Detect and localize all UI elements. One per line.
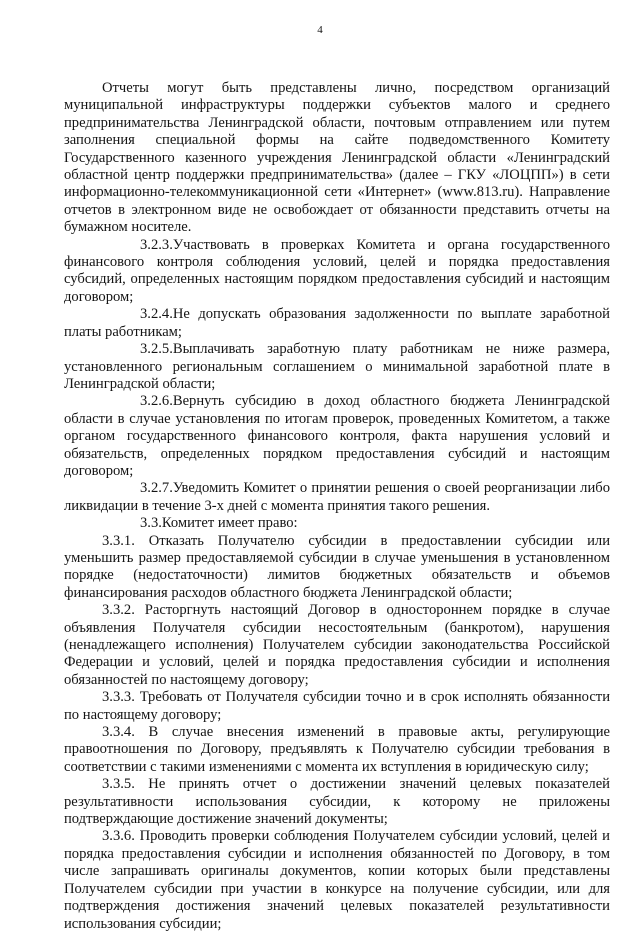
paragraph-text: Комитет имеет право: xyxy=(161,515,298,532)
paragraph-text: 3.3.5. Не принять отчет о достижении значений целевых показателей результативности использования субсидии, к которому не приложены подтверждающие достижение значений документы; xyxy=(64,776,610,828)
paragraph-3-2-6 xyxy=(64,393,610,480)
page-number: 4 xyxy=(317,24,323,36)
clause-number: 3.2.5. xyxy=(140,341,173,358)
clause-number: 3.3. xyxy=(140,515,162,532)
paragraph-3-2-7 xyxy=(64,480,610,515)
paragraph-text: Уведомить Комитет о принятии решения о своей реорганизации либо ликвидации в течение 3-х дней с момента принятия такого решения. xyxy=(64,480,610,514)
paragraph-text: Выплачивать заработную плату работникам не ниже размера, установленного региональным соглашением о минимальной заработной плате в Ленинградской области; xyxy=(64,341,610,392)
clause-number: 3.2.7. xyxy=(140,480,173,497)
paragraph-3-3 xyxy=(64,515,610,532)
paragraph-reports xyxy=(64,80,610,237)
paragraph-text: Отчеты могут быть представлены лично, посредством организаций муниципальной инфраструктуры поддержки субъектов малого и среднего предпринимательства Ленинградской области, почтовым отправлением или путем заполнения специальной формы на сайте подведомственного Комитету Государственного казенного учреждения Ленинградской области «Ленинградский областной центр поддержки предпринимательства» (далее – ГКУ «ЛОЦПП») в сети информационно-телекоммуникационной сети «Интернет» (www.813.ru). Направление отчетов в электронном виде не освобождает от обязанности представить отчеты на бумажном носителе. xyxy=(64,80,610,236)
paragraph-3-3-2 xyxy=(64,602,610,689)
clause-number: 3.2.4. xyxy=(140,306,173,323)
clause-number: 3.2.3. xyxy=(140,236,173,253)
paragraph-3-3-1 xyxy=(64,533,610,603)
clause-number: 3.2.6. xyxy=(140,393,173,410)
paragraph-3-2-3 xyxy=(64,237,610,307)
paragraph-text: 3.3.2. Расторгнуть настоящий Договор в одностороннем порядке в случае объявления Получателя субсидии несостоятельным (банкротом), нарушения (ненадлежащего исполнения) Получателем субсидии законодательства Российской Федерации и условий, целей и порядка предоставления субсидии и исполнения обязанностей по настоящему договору; xyxy=(64,602,610,688)
paragraph-3-3-5 xyxy=(64,776,610,828)
paragraph-text: Не допускать образования задолженности по выплате заработной платы работникам; xyxy=(64,306,610,340)
paragraph-3-2-5 xyxy=(64,341,610,393)
paragraph-3-3-4 xyxy=(64,724,610,776)
document-body xyxy=(64,80,610,933)
paragraph-3-2-4 xyxy=(64,306,610,341)
paragraph-text: 3.3.3. Требовать от Получателя субсидии точно и в срок исполнять обязанности по настоящему договору; xyxy=(64,689,610,723)
paragraph-text: 3.3.6. Проводить проверки соблюдения Получателем субсидии условий, целей и порядка предоставления субсидии и исполнения обязанностей по Договору, в том числе запрашивать оригиналы документов, копии которых были представлены Получателем субсидии при участии в конкурсе на получение субсидии, или для подтверждения достижения значений целевых показателей результативности использования субсидии; xyxy=(64,828,610,932)
paragraph-text: 3.3.4. В случае внесения изменений в правовые акты, регулирующие правоотношения по Договору, предъявлять к Получателю субсидии требования в соответствии с такими изменениями с момента их вступления в юридическую силу; xyxy=(64,724,610,775)
paragraph-text: Участвовать в проверках Комитета и органа государственного финансового контроля соблюдения условий, целей и порядка предоставления субсидий, определенных настоящим порядком предоставления субсидий и настоящим договором; xyxy=(64,236,610,305)
paragraph-3-3-3 xyxy=(64,689,610,724)
paragraph-text: Вернуть субсидию в доход областного бюджета Ленинградской области в случае установления по итогам проверок, проведенных Комитетом, а также органом государственного финансового контроля, факта нарушения условий и обязательств, определенных порядком предоставления субсидий и настоящим договором; xyxy=(64,393,610,479)
paragraph-3-3-6 xyxy=(64,828,610,932)
paragraph-text: 3.3.1. Отказать Получателю субсидии в предоставлении субсидии или уменьшить размер предоставляемой субсидии в случае уменьшения в установленном порядке (недостаточности) лимитов бюджетных обязательств и объемов финансирования расходов областного бюджета Ленинградской области; xyxy=(64,532,610,601)
